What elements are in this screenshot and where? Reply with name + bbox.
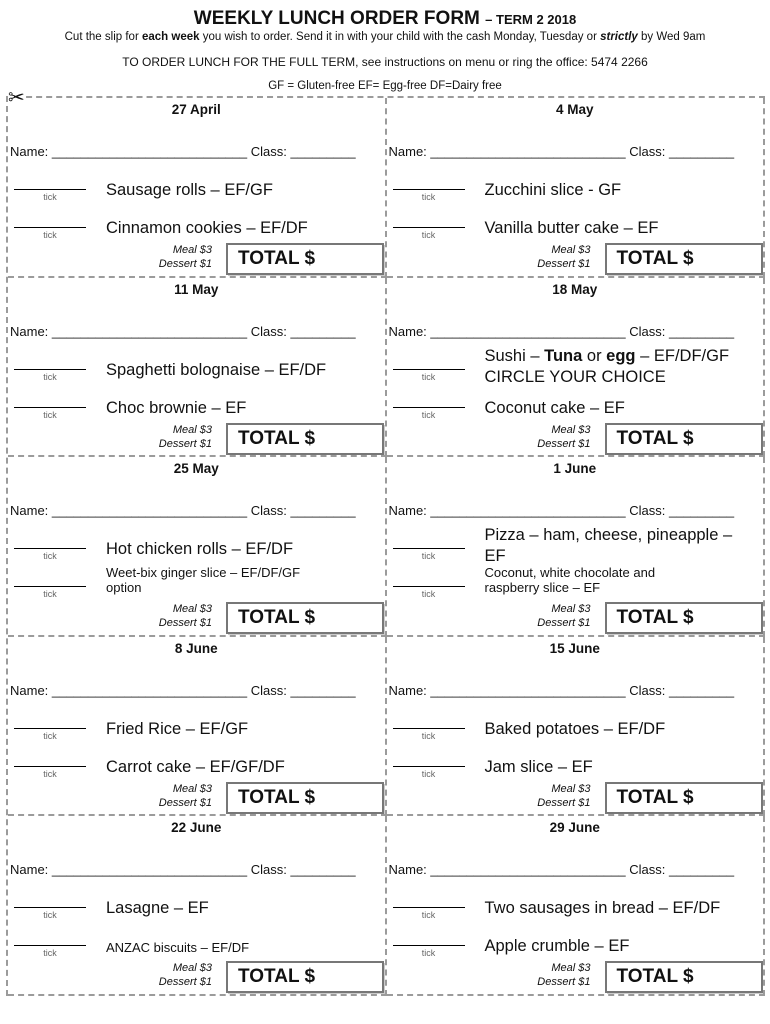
meal-tick-line[interactable]: [14, 548, 86, 549]
instructions: Cut the slip for each week you wish to order. Send it in with your child with the cash Monday, Tuesday or strictly by Wed 9am: [64, 31, 706, 43]
meal-name: Baked potatoes – EF/DF: [484, 719, 666, 738]
total-box[interactable]: TOTAL $: [226, 602, 384, 634]
meal-tick-line[interactable]: [393, 907, 465, 908]
meal-tick-line[interactable]: [14, 369, 86, 370]
name-class-row: [389, 324, 760, 339]
meal-option: tick Baked potatoes – EF/DF: [387, 711, 760, 747]
dessert-name: Coconut, white chocolate and raspberry slice – EF: [484, 565, 656, 596]
name-class-row: [10, 144, 381, 159]
dessert-tick-line[interactable]: [14, 407, 86, 408]
total-box[interactable]: TOTAL $: [226, 961, 384, 993]
slip-date: 18 May: [552, 281, 598, 297]
meal-option: tick Lasagne – EF: [8, 890, 381, 926]
class-field[interactable]: Class: _________: [250, 682, 356, 698]
dessert-name: Vanilla butter cake – EF: [484, 219, 659, 237]
name-field[interactable]: Name: ___________________________: [10, 862, 248, 878]
dessert-tick-line[interactable]: [14, 227, 86, 228]
total-box[interactable]: TOTAL $: [605, 243, 763, 275]
slip-date: 8 June: [174, 640, 218, 656]
dessert-option: tick Vanilla butter cake – EF: [387, 210, 760, 246]
total-box[interactable]: TOTAL $: [605, 961, 763, 993]
class-field[interactable]: Class: _________: [629, 144, 735, 159]
meal-name: Spaghetti bolognaise – EF/DF: [106, 360, 327, 379]
price-note: Meal $3 Dessert $1: [537, 603, 591, 630]
dessert-tick-line[interactable]: [393, 766, 465, 767]
meal-option: tick Two sausages in bread – EF/DF: [387, 890, 760, 926]
form-title: [0, 8, 770, 31]
name-field[interactable]: Name: ___________________________: [388, 862, 626, 878]
order-slip: [387, 98, 766, 278]
meal-option: tick Sausage rolls – EF/GF: [8, 172, 381, 208]
class-field[interactable]: Class: _________: [250, 144, 356, 159]
dessert-name: Apple crumble – EF: [484, 937, 630, 956]
meal-option: tick Hot chicken rolls – EF/DF: [8, 531, 381, 567]
price-note: Meal $3 Dessert $1: [158, 603, 212, 630]
dessert-tick-line[interactable]: [393, 407, 465, 408]
meal-name: Sausage rolls – EF/GF: [106, 181, 273, 199]
dessert-option: tick Coconut cake – EF: [387, 390, 760, 426]
dessert-option: tick Weet-bix ginger slice – EF/DF/GF option: [8, 569, 381, 605]
total-box[interactable]: TOTAL $: [605, 423, 763, 455]
class-field[interactable]: Class: _________: [629, 323, 735, 339]
full-term-note: TO ORDER LUNCH FOR THE FULL TERM, see instructions on menu or ring the office: 5474 2266: [122, 55, 648, 69]
slip-date: 1 June: [553, 461, 597, 477]
class-field[interactable]: Class: _________: [250, 503, 356, 519]
price-note: Meal $3 Dessert $1: [158, 244, 212, 270]
dessert-tick-line[interactable]: [14, 766, 86, 767]
meal-name: Pizza – ham, cheese, pineapple – EF: [484, 526, 733, 566]
dessert-tick-line[interactable]: [14, 586, 86, 587]
meal-name: Lasagne – EF: [106, 899, 209, 918]
dessert-name: Jam slice – EF: [484, 757, 593, 776]
slip-date: 25 May: [173, 461, 219, 477]
name-field[interactable]: Name: ___________________________: [388, 144, 626, 159]
total-box[interactable]: TOTAL $: [605, 782, 763, 814]
dessert-option: tick Coconut, white chocolate and raspberry slice – EF: [387, 569, 760, 605]
meal-name: Sushi – Tuna or egg – EF/DF/GF CIRCLE YOUR CHOICE: [484, 346, 730, 386]
name-field[interactable]: Name: ___________________________: [388, 682, 626, 698]
scissors-icon: ✂: [8, 87, 25, 109]
price-note: Meal $3 Dessert $1: [537, 423, 591, 450]
dessert-option: tick Choc brownie – EF: [8, 390, 381, 426]
meal-tick-line[interactable]: [14, 907, 86, 908]
price-note: Meal $3 Dessert $1: [537, 244, 591, 270]
order-slip: [8, 98, 387, 278]
meal-option: tick Zucchini slice - GF: [387, 172, 760, 208]
dessert-name: Cinnamon cookies – EF/DF: [106, 219, 308, 237]
class-field[interactable]: Class: _________: [250, 323, 356, 339]
name-class-row: [10, 862, 381, 877]
dessert-option: tick Apple crumble – EF: [387, 928, 760, 964]
diet-legend: GF = Gluten-free EF= Egg-free DF=Dairy free: [268, 80, 502, 92]
name-class-row: [389, 683, 760, 698]
total-box[interactable]: TOTAL $: [605, 602, 763, 634]
meal-name: Fried Rice – EF/GF: [106, 719, 249, 738]
dessert-option: tick ANZAC biscuits – EF/DF: [8, 928, 381, 964]
meal-tick-line[interactable]: [14, 728, 86, 729]
total-box[interactable]: TOTAL $: [226, 782, 384, 814]
dessert-name: Weet-bix ginger slice – EF/DF/GF option: [106, 565, 301, 596]
dessert-option: tick Jam slice – EF: [387, 749, 760, 785]
name-class-row: [10, 324, 381, 339]
slip-date: 27 April: [171, 102, 221, 117]
price-note: Meal $3 Dessert $1: [537, 782, 591, 809]
slip-date: 11 May: [174, 281, 219, 297]
dessert-name: Carrot cake – EF/GF/DF: [106, 757, 285, 776]
order-slip: [8, 637, 387, 817]
name-field[interactable]: Name: ___________________________: [10, 682, 248, 698]
meal-tick-line[interactable]: [393, 189, 465, 190]
order-slip: [387, 637, 766, 817]
meal-option: tick Spaghetti bolognaise – EF/DF: [8, 352, 381, 388]
slip-date: 15 June: [549, 640, 600, 656]
slip-date: 29 June: [549, 820, 600, 836]
total-box[interactable]: TOTAL $: [226, 243, 384, 275]
dessert-name: Choc brownie – EF: [106, 398, 247, 417]
dessert-tick-line[interactable]: [14, 945, 86, 946]
name-field[interactable]: Name: ___________________________: [388, 503, 626, 519]
name-field[interactable]: Name: ___________________________: [10, 503, 248, 519]
name-field[interactable]: Name: ___________________________: [388, 323, 626, 339]
meal-name: Two sausages in bread – EF/DF: [484, 899, 721, 918]
term-text: – TERM 2 2018: [485, 12, 577, 27]
form-header: [0, 8, 770, 93]
meal-tick-line[interactable]: [393, 548, 465, 549]
name-field[interactable]: Name: ___________________________: [10, 323, 248, 339]
price-note: Meal $3 Dessert $1: [158, 423, 212, 450]
dessert-option: tick Carrot cake – EF/GF/DF: [8, 749, 381, 785]
meal-option: tick Fried Rice – EF/GF: [8, 711, 381, 747]
title-text: WEEKLY LUNCH ORDER FORM: [193, 8, 480, 29]
price-note: Meal $3 Dessert $1: [537, 962, 591, 989]
order-slip: [387, 278, 766, 458]
meal-tick-line[interactable]: [393, 728, 465, 729]
order-slip: [8, 816, 387, 996]
name-class-row: [389, 862, 760, 877]
class-field[interactable]: Class: _________: [629, 503, 735, 519]
meal-tick-line[interactable]: [14, 189, 86, 190]
dessert-tick-line[interactable]: [393, 586, 465, 587]
name-class-row: [389, 144, 760, 159]
price-note: Meal $3 Dessert $1: [158, 962, 212, 989]
slip-date: 4 May: [555, 102, 594, 117]
meal-tick-line[interactable]: [393, 369, 465, 370]
dessert-option: tick Cinnamon cookies – EF/DF: [8, 210, 381, 246]
meal-name: Zucchini slice - GF: [484, 181, 622, 199]
dessert-tick-line[interactable]: [393, 227, 465, 228]
order-slip: [387, 816, 766, 996]
price-note: Meal $3 Dessert $1: [158, 782, 212, 809]
order-slip: [8, 457, 387, 637]
total-box[interactable]: TOTAL $: [226, 423, 384, 455]
order-slip-grid: [6, 96, 765, 996]
order-slip: [387, 457, 766, 637]
slip-date: 22 June: [171, 820, 222, 836]
class-field[interactable]: Class: _________: [250, 862, 356, 878]
order-slip: [8, 278, 387, 458]
name-field[interactable]: Name: ___________________________: [10, 144, 248, 159]
class-field[interactable]: Class: _________: [629, 682, 735, 698]
dessert-name: Coconut cake – EF: [484, 398, 625, 417]
dessert-name: ANZAC biscuits – EF/DF: [106, 940, 250, 956]
meal-name: Hot chicken rolls – EF/DF: [106, 540, 294, 559]
meal-option: tick Sushi – Tuna or egg – EF/DF/GF CIRCLE YOUR CHOICE: [387, 352, 760, 388]
meal-option: tick Pizza – ham, cheese, pineapple – EF: [387, 531, 760, 567]
dessert-tick-line[interactable]: [393, 945, 465, 946]
name-class-row: [389, 503, 760, 518]
class-field[interactable]: Class: _________: [629, 862, 735, 878]
name-class-row: [10, 503, 381, 518]
name-class-row: [10, 683, 381, 698]
